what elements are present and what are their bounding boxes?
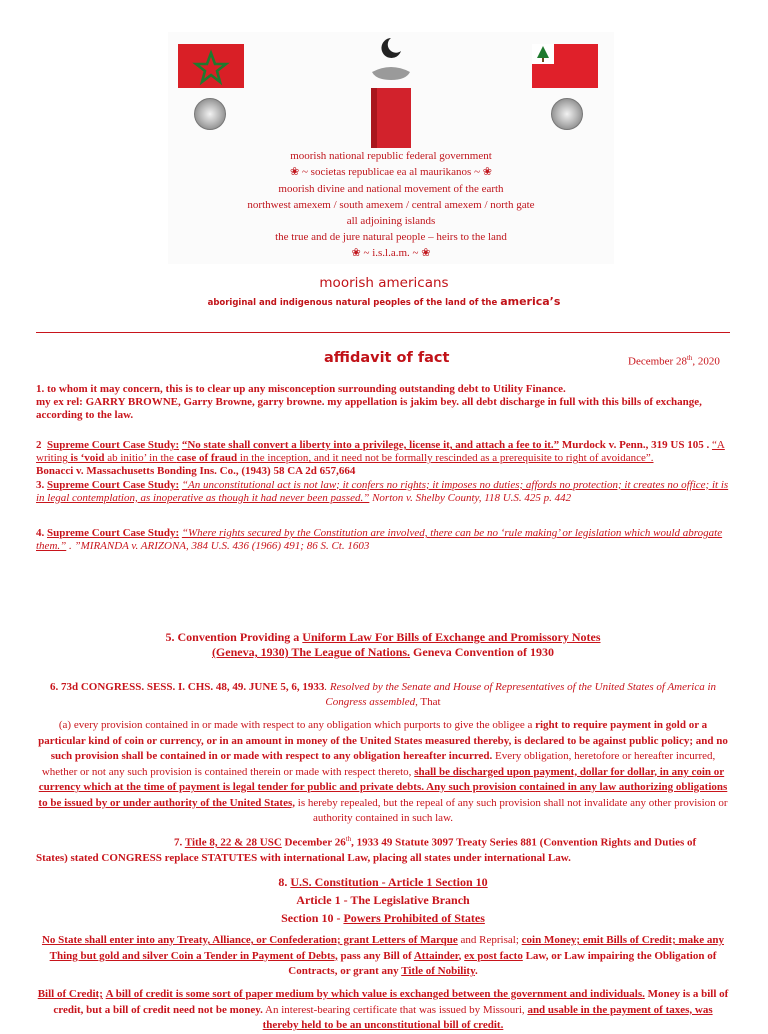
divider [36, 332, 730, 333]
flag-canton [532, 44, 554, 64]
p9-u1: No State shall enter into any Treaty, Alliance, or Confederation; grant Letters of Marque [41, 934, 458, 946]
p6a-4: shall be discharged upon payment, dollar for dollar, in any coin or currency which at the time of payment is legal tender for public and private debts. Any such provision contained in any law authorizing obligations to be issued by or under authority of the United States, [38, 765, 728, 809]
p6a-2: right to require payment in gold or a particular kind of coin or currency, or in an amount in money of the United States measured thereby, is declared to be against public policy; and no such provision shall be contained in or made with respect to any obligation hereafter incurred. [38, 719, 728, 762]
p4-label: Supreme Court Case Study: [47, 527, 180, 539]
p5-geneva: (Geneva, 1930) The League of Nations. [211, 645, 411, 659]
p3-num: 3. [36, 478, 45, 491]
p6a-5: is hereby repealed, but the repeal of any such provision shall not invalidate any other provision or authority contained in such law. [295, 796, 728, 824]
p9-t1: and Reprisal; [457, 934, 522, 946]
red-ensign-flag [532, 44, 598, 88]
pine-tree-icon [532, 44, 554, 64]
p2-quote: “No state shall convert a liberty into a privilege, license it, and attach a fee to it.” [181, 439, 560, 451]
header-line-2: ❀ ~ societas republicae ea al maurikanos ~ ❀ [290, 166, 492, 178]
p8-line3-pre: Section 10 - [281, 911, 344, 925]
p9-u3: Attainder [413, 949, 459, 962]
p9-t2: pass any Bill of [337, 949, 414, 962]
paragraph-6a [36, 718, 730, 827]
p3-quote: “An unconstitutional act is not law; it confers no rights; it imposes no duties; affords no protection; it creates no office; it is in legal contemplation, as inoperative as though it had never been passed.” [36, 478, 729, 504]
page-title: affidavit of fact [324, 350, 450, 366]
p8-title: U.S. Constitution - Article 1 Section 10 [290, 875, 488, 889]
p10-t1: Money is a bill of credit, but a bill of credit need not be money. [53, 988, 729, 1016]
p9-t4: Law, or Law impairing the Obligation of Contracts, or grant any [288, 949, 717, 977]
p6a-3: Every obligation, heretofore or hereafter incurred, whether or not any such provision is contained therein or made with respect thereto, [41, 750, 716, 778]
seal-right-icon [551, 98, 583, 130]
p9-u4: ex post facto [464, 949, 523, 962]
p7-date: December 26 [281, 836, 346, 849]
p8-num: 8. [278, 875, 291, 889]
star-icon [178, 44, 244, 88]
date-year: , 2020 [692, 355, 720, 368]
p5-post: Geneva Convention of 1930 [410, 645, 555, 659]
header-line-1: moorish national republic federal government [290, 150, 492, 162]
paragraph-2 [36, 439, 730, 505]
morocco-flag [178, 44, 244, 88]
p6a-1: (a) every provision contained in or made with respect to any obligation which purports to give the obligee a [58, 719, 536, 731]
crescent-handshake-emblem-icon [358, 36, 424, 154]
p8-line3-title: Powers Prohibited of States [343, 911, 485, 925]
paragraph-9 [36, 933, 730, 980]
header-line-3: moorish divine and national movement of the earth [278, 183, 504, 195]
p3-cite: Norton v. Shelby County, 118 U.S. 425 p. 442 [369, 491, 572, 504]
paragraph-6 [36, 680, 730, 710]
p2-label: Supreme Court Case Study: [47, 439, 180, 451]
org-subtitle [0, 295, 768, 308]
p9-u5: Title of Nobility [401, 965, 475, 977]
p8-line2: Article 1 - The Legislative Branch [296, 893, 470, 907]
p2-cite2: Bonacci v. Massachusetts Bonding Ins. Co., (1943) 58 CA 2d 657,664 [36, 465, 356, 478]
p6-that: , That [415, 696, 441, 708]
p1-line-b: my ex rel: GARRY BROWNE, Garry Browne, garry browne. my appellation is jakim bey. all debt discharge in full with this bills of exchange, according to the law. [36, 396, 702, 422]
p2-quote2-mid: ab initio’ in the [104, 452, 177, 465]
p7-title: Title 8, 22 & 28 USC [184, 836, 282, 849]
p2-quote2-pre: “A writing [36, 439, 725, 465]
header-line-6: the true and de jure natural people – heirs to the land [275, 231, 507, 243]
p10-u2: A bill of credit is some sort of paper medium by which value is exchanged between the government and individuals. [105, 988, 645, 1000]
p2-cite: Murdock v. Penn., 319 US 105 . [559, 439, 712, 451]
p10-u3: and usable in the payment of taxes, was thereby held to be an unconstitutional bill of credit. [262, 1003, 713, 1031]
p2-quote2-rest: in the inception, and it need not be formally rescinded as a prerequisite to right of avoidance”. [237, 452, 654, 465]
p10-t2: An interest-bearing certificate that was issued by Missouri, [262, 1003, 528, 1016]
p10-u1: Bill of Credit; [37, 988, 103, 1000]
p7-num: 7. [174, 836, 185, 849]
p4-cite: . ”MIRANDA v. ARIZONA, 384 U.S. 436 (1966) 491; 86 S. Ct. 1603 [66, 540, 370, 553]
org-subtitle-big: america’s [500, 295, 561, 308]
p9-t5: . [474, 965, 478, 977]
paragraph-7 [36, 832, 730, 867]
p7-text: , 1933 49 Statute 3097 Treaty Series 881 (Convention Rights and Duties of States) stated CONGRESS replace STATUTES with international Law, placing all states under international Law. [36, 836, 697, 865]
p2-quote2-void: is ‘void [70, 452, 105, 465]
p5-title: Uniform Law For Bills of Exchange and Promissory Notes [302, 630, 601, 644]
paragraph-4 [36, 527, 730, 553]
date-sup: th [686, 354, 693, 362]
org-subtitle-text: aboriginal and indigenous natural peoples of the land of the [207, 298, 498, 308]
paragraph-10 [36, 987, 730, 1034]
paragraph-8 [36, 873, 730, 927]
p4-quote: “Where rights secured by the Constitution are involved, there can be no ‘rule making’ or legislation which would abrogate them.” [36, 527, 723, 553]
p9-t3: , [458, 949, 465, 962]
p2-num: 2 [36, 439, 42, 451]
header-line-7: ❀ ~ i.s.l.a.m. ~ ❀ [351, 247, 431, 259]
org-title: moorish americans [319, 275, 449, 291]
p4-num: 4. [36, 527, 45, 539]
header-line-4: northwest amexem / south amexem / central amexem / north gate [247, 199, 535, 211]
letterhead [168, 32, 614, 264]
p6-italic: . Resolved by the Senate and House of Representatives of the United States of America in Congress assembled [324, 681, 717, 708]
paragraph-1 [36, 383, 730, 423]
p3-label: Supreme Court Case Study: [47, 478, 180, 491]
p1-line-a: 1. to whom it may concern, this is to clear up any misconception surrounding outstanding debt to Utility Finance. [36, 383, 566, 395]
p5-pre: 5. Convention Providing a [165, 630, 303, 644]
date-text: December 28 [628, 355, 687, 368]
p9-u2: coin Money; emit Bills of Credit; make any Thing but gold and silver Coin a Tender in Payment of Debts, [49, 934, 725, 962]
paragraph-5 [36, 630, 730, 660]
seal-left-icon [194, 98, 226, 130]
document-date [628, 354, 720, 368]
p7-sup: th [345, 835, 352, 843]
p2-quote2-fraud: case of fraud [176, 452, 238, 465]
header-line-5: all adjoining islands [346, 215, 436, 227]
p6-head: 6. 73d CONGRESS. SESS. I. CHS. 48, 49. JUNE 5, 6, 1933 [49, 681, 325, 693]
